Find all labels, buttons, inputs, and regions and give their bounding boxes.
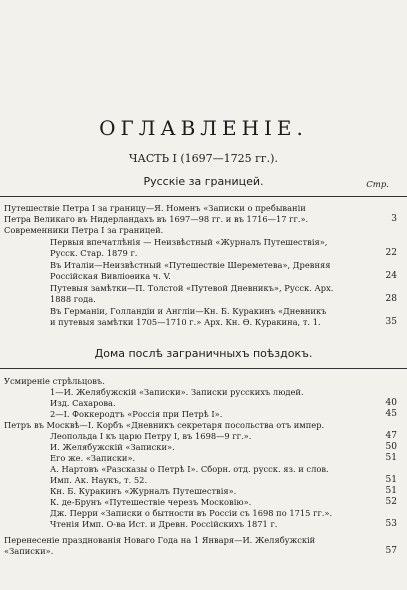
toc-entry-text: Перенесенiе празднованiя Новаго Года на 1 Января—И. Желябужскiй bbox=[4, 535, 316, 545]
toc-entry-text: и путевыя замѣтки 1705—1710 г.» Арх. Кн. Ѳ. Куракина, т. 1. bbox=[50, 317, 321, 327]
toc-page-number: 28 bbox=[385, 294, 397, 304]
toc-entry-text: К. де-Брунъ «Путешествiе черезъ Московiю». bbox=[50, 497, 252, 507]
toc-entry-text: Леопольда I къ царю Петру I, въ 1698—9 гг.». bbox=[50, 431, 252, 441]
toc-entry-text: Петра Великаго въ Нидерландахъ въ 1697—98 гг. и въ 1716—17 гг.». bbox=[4, 214, 309, 224]
section-heading-abroad: Русскiе за границей. bbox=[143, 175, 264, 188]
toc-entry-text: Дж. Перри «Записки о бытности въ Россiи съ 1698 по 1715 гг.». bbox=[50, 508, 333, 518]
toc-page-number: 52 bbox=[385, 497, 397, 507]
toc-entry-text: Въ Италiи—Неизвѣстный «Путешествiе Шереметева», Древняя bbox=[50, 260, 331, 270]
toc-page-number: 51 bbox=[385, 475, 397, 485]
toc-entry-text: 1888 года. bbox=[50, 294, 96, 304]
toc-entry-text: И. Желябужскiй «Записки». bbox=[50, 442, 175, 452]
toc-entry-text: Его же. «Записки». bbox=[50, 453, 136, 463]
section-divider bbox=[0, 368, 407, 369]
toc-entry-text: Россiйская Вивлiоѳика ч. V. bbox=[50, 271, 171, 281]
toc-entry-text: Русск. Стар. 1879 г. bbox=[50, 248, 138, 258]
section-divider bbox=[0, 196, 407, 197]
toc-entry-text: Чтенiя Имп. О-ва Ист. и Древн. Россiйскихъ 1871 г. bbox=[50, 519, 278, 529]
toc-entry-text: Въ Германiи, Голландiи и Англiи—Кн. Б. Куракинъ «Дневникъ bbox=[50, 306, 327, 316]
toc-page-number: 47 bbox=[385, 431, 397, 441]
toc-entry-text: Имп. Ак. Наукъ, т. 52. bbox=[50, 475, 148, 485]
toc-page-number: 45 bbox=[385, 409, 397, 419]
page-column-label: Стр. bbox=[366, 180, 389, 190]
toc-page-number: 40 bbox=[385, 398, 397, 408]
toc-entry-text: А. Нартовъ «Разсказы о Петрѣ I». Сборн. отд. русск. яз. и слов. bbox=[50, 464, 329, 474]
toc-entry-text: Изд. Сахарова. bbox=[50, 398, 116, 408]
toc-entry-text: «Записки». bbox=[4, 546, 54, 556]
toc-page-number: 51 bbox=[385, 453, 397, 463]
toc-page-number: 50 bbox=[385, 442, 397, 452]
toc-page-number: 3 bbox=[391, 214, 397, 224]
toc-entry-text: Усмиренiе стрѣльцовъ. bbox=[4, 376, 105, 386]
section-heading-at-home: Дома послѣ заграничныхъ поѣздокъ. bbox=[94, 347, 313, 360]
toc-entry-text: Путешествiе Петра I за границу—Я. Номенъ «Записки о пребыванiи bbox=[4, 203, 306, 213]
toc-page-number: 53 bbox=[385, 519, 397, 529]
toc-page-number: 51 bbox=[385, 486, 397, 496]
toc-entry-text: Первыя впечатлѣнiя — Неизвѣстный «Журналъ Путешествiя», bbox=[50, 237, 328, 247]
page-title: ОГЛАВЛЕНIЕ. bbox=[99, 116, 308, 140]
toc-entry-text: 2—I. Фоккеродтъ «Россiя при Петрѣ I». bbox=[50, 409, 223, 419]
toc-entry-text: Кн. Б. Куракинъ «Журналъ Путешествiя». bbox=[50, 486, 237, 496]
toc-page-number: 22 bbox=[385, 248, 397, 258]
toc-entry-text: 1—И. Желябужскiй «Записки». Записки русскихъ людей. bbox=[50, 387, 304, 397]
toc-entry-text: Современники Петра I за границей. bbox=[4, 225, 164, 235]
toc-page-number: 24 bbox=[385, 271, 397, 281]
part-heading: ЧАСТЬ I (1697—1725 гг.). bbox=[129, 152, 278, 165]
toc-page-number: 35 bbox=[385, 317, 397, 327]
toc-page-number: 57 bbox=[385, 546, 397, 556]
toc-entry-text: Путевыя замѣтки—П. Толстой «Путевой Дневникъ», Русск. Арх. bbox=[50, 283, 334, 293]
toc-entry-text: Петръ въ Москвѣ—I. Корбъ «Дневникъ секретаря посольства отъ импер. bbox=[4, 420, 325, 430]
